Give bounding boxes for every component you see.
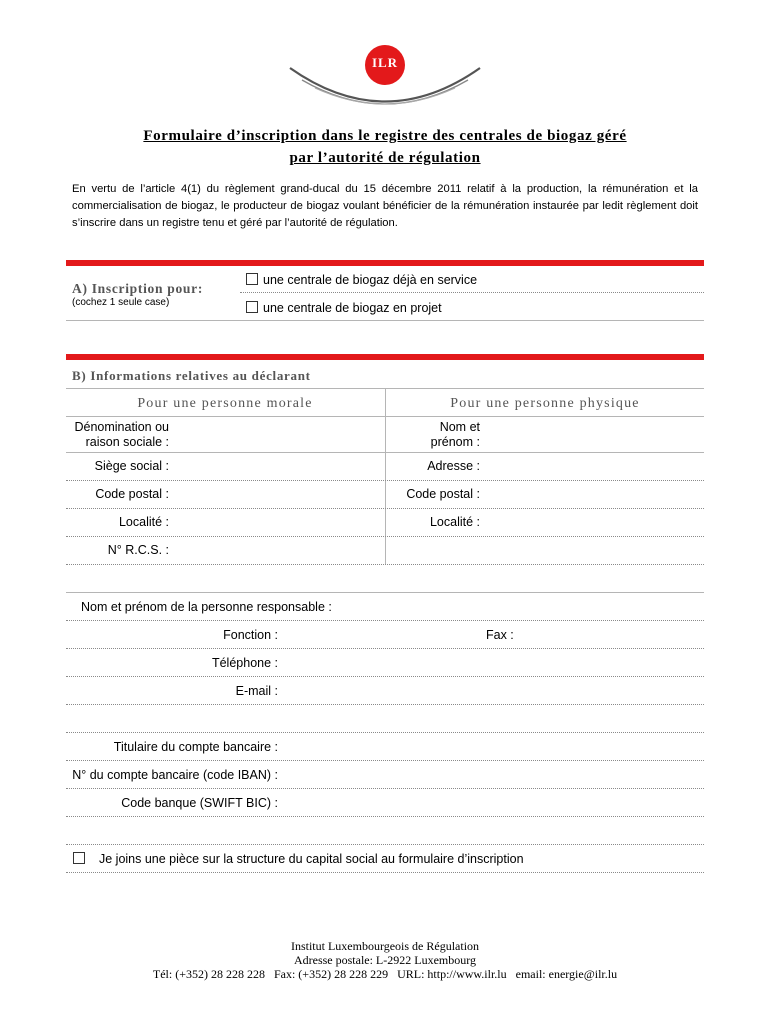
divider bbox=[66, 732, 704, 733]
label-titulaire: Titulaire du compte bancaire : bbox=[113, 740, 278, 754]
divider bbox=[66, 788, 704, 789]
divider bbox=[66, 592, 704, 593]
divider bbox=[66, 676, 704, 677]
option-capital-social[interactable] bbox=[73, 852, 524, 866]
divider bbox=[66, 760, 704, 761]
column-divider bbox=[385, 388, 386, 564]
form-title-line2: par l’autorité de régulation bbox=[289, 150, 481, 166]
option-en-service[interactable] bbox=[246, 273, 477, 287]
divider bbox=[66, 844, 704, 845]
label-code-postal-morale: Code postal : bbox=[95, 487, 169, 501]
label-rcs: N° R.C.S. : bbox=[107, 543, 169, 557]
label-adresse: Adresse : bbox=[427, 459, 480, 473]
footer-address: Adresse postale: L-2922 Luxembourg bbox=[293, 953, 477, 967]
label-prenom: prénom : bbox=[430, 435, 480, 449]
checkbox-capital-social[interactable] bbox=[73, 852, 85, 864]
divider bbox=[66, 620, 704, 621]
checkbox-en-projet[interactable] bbox=[246, 301, 258, 313]
input-denomination[interactable] bbox=[175, 418, 380, 452]
divider bbox=[66, 648, 704, 649]
section-a-title: A) Inscription pour: bbox=[72, 281, 204, 296]
divider bbox=[66, 816, 704, 817]
option-en-service-label: une centrale de biogaz déjà en service bbox=[263, 273, 478, 287]
label-iban: N° du compte bancaire (code IBAN) : bbox=[72, 768, 278, 782]
label-swift: Code banque (SWIFT BIC) : bbox=[121, 796, 278, 810]
form-title-line1: Formulaire d’inscription dans le registre des centrales de biogaz géré bbox=[143, 128, 627, 144]
ilr-logo bbox=[280, 40, 490, 110]
divider bbox=[66, 536, 704, 537]
label-raison-sociale: raison sociale : bbox=[85, 435, 169, 449]
option-en-projet[interactable] bbox=[246, 301, 442, 315]
divider bbox=[66, 480, 704, 481]
label-nom: Nom et bbox=[439, 420, 480, 434]
section-a-bar bbox=[66, 260, 704, 266]
label-fonction: Fonction : bbox=[223, 628, 278, 642]
label-email: E-mail : bbox=[235, 684, 278, 698]
capital-social-label: Je joins une pièce sur la structure du capital social au formulaire d’inscription bbox=[99, 852, 524, 866]
section-a-hint: (cochez 1 seule case) bbox=[72, 297, 170, 308]
input-nom-prenom[interactable] bbox=[486, 418, 700, 452]
checkbox-en-service[interactable] bbox=[246, 273, 258, 285]
divider bbox=[66, 452, 704, 453]
section-b-bar bbox=[66, 354, 704, 360]
footer-institution: Institut Luxembourgeois de Régulation bbox=[290, 939, 480, 953]
label-localite-morale: Localité : bbox=[118, 515, 169, 529]
label-siege-social: Siège social : bbox=[94, 459, 169, 473]
logo-text: ILR bbox=[371, 55, 399, 70]
heading-personne-physique: Pour une personne physique bbox=[450, 396, 640, 411]
divider bbox=[66, 508, 704, 509]
label-telephone: Téléphone : bbox=[211, 656, 278, 670]
intro-paragraph: En vertu de l’article 4(1) du règlement grand-ducal du 15 décembre 2011 relatif à la production, la rémunération et la commercialisation de biogaz, le producteur de biogaz voulant bénéficier de la rémunération instaurée par ledit règlement doit s’inscrire dans un registre tenu et géré par l’autorité de régulation. bbox=[72, 183, 698, 229]
label-localite-physique: Localité : bbox=[429, 515, 480, 529]
label-fax: Fax : bbox=[486, 628, 514, 642]
footer-contact: Tél: (+352) 28 228 228 Fax: (+352) 28 228 229 URL: http://www.ilr.lu email: energie@ilr.lu bbox=[152, 967, 618, 981]
label-code-postal-physique: Code postal : bbox=[406, 487, 480, 501]
section-b-title: B) Informations relatives au déclarant bbox=[72, 368, 311, 383]
label-denomination: Dénomination ou bbox=[74, 420, 169, 434]
divider bbox=[66, 872, 704, 873]
divider bbox=[66, 564, 704, 565]
option-en-projet-label: une centrale de biogaz en projet bbox=[263, 301, 442, 315]
label-responsable: Nom et prénom de la personne responsable : bbox=[81, 600, 332, 614]
divider bbox=[240, 292, 704, 293]
divider bbox=[66, 320, 704, 321]
divider bbox=[66, 704, 704, 705]
heading-personne-morale: Pour une personne morale bbox=[137, 396, 313, 411]
